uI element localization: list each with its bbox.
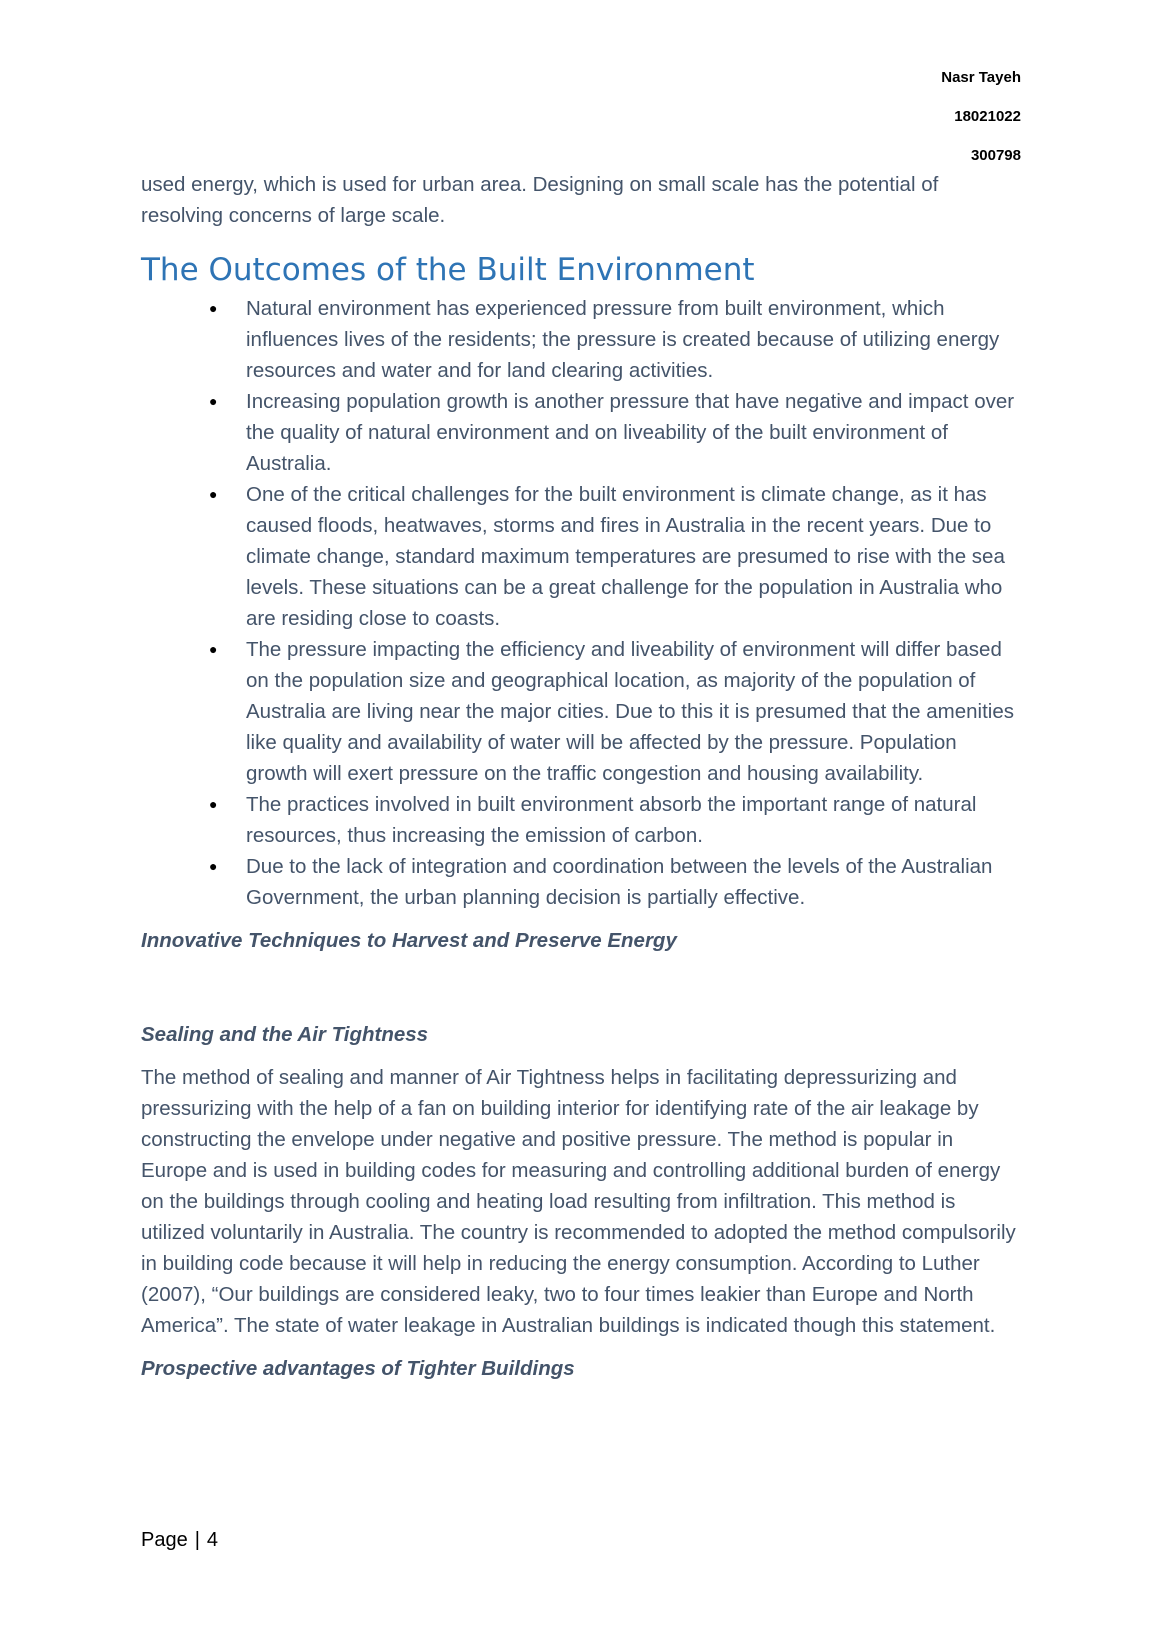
page-footer [141,1529,218,1552]
section-heading: The Outcomes of the Built Environment [141,252,755,288]
page-number: 4 [206,1529,219,1551]
list-item: ● The pressure impacting the efficiency and liveability of environment will differ based on the population size and geographical location, as majority of the population of Australia are living near the major cities. Due to this it is presumed that the amenities like quality and availability of water will be affected by the pressure. Population growth will exert pressure on the traffic congestion and housing availability. [246,634,1021,789]
list-item: ● One of the critical challenges for the built environment is climate change, as it has caused floods, heatwaves, storms and fires in Australia in the recent years. Due to climate change, standard maximum temperatures are presumed to rise with the sea levels. These situations can be a great challenge for the population in Australia who are residing close to coasts. [246,479,1021,634]
subheading-innovative-techniques: Innovative Techniques to Harvest and Preserve Energy [141,929,677,952]
page-header [941,68,1021,185]
list-item: ● Increasing population growth is another pressure that have negative and impact over the quality of natural environment and on liveability of the built environment of Australia. [246,386,1021,479]
outcomes-list [141,293,1021,913]
subheading-sealing: Sealing and the Air Tightness [141,1023,429,1046]
page-label: Page [141,1529,188,1551]
author-name: Nasr Tayeh [941,69,1021,86]
page-separator: | [194,1529,200,1551]
sealing-paragraph: The method of sealing and manner of Air Tightness helps in facilitating depressurizing and pressurizing with the help of a fan on building interior for identifying rate of the air leakage by constructing the envelope under negative and positive pressure. The method is popular in Europe and is used in building codes for measuring and controlling additional burden of energy on the buildings through cooling and heating load resulting from infiltration. This method is utilized voluntarily in Australia. The country is recommended to adopted the method compulsorily in building code because it will help in reducing the energy consumption. According to Luther (2007), “Our buildings are considered leaky, two to four times leakier than Europe and North America”. The state of water leakage in Australian buildings is indicated though this statement. [141,1066,1016,1337]
list-item: ● The practices involved in built environment absorb the important range of natural resources, thus increasing the emission of carbon. [246,789,1021,851]
list-item: ● Natural environment has experienced pressure from built environment, which influences lives of the residents; the pressure is created because of utilizing energy resources and water and for land clearing activities. [246,293,1021,386]
student-id: 18021022 [954,108,1021,125]
intro-paragraph: used energy, which is used for urban area. Designing on small scale has the potential of resolving concerns of large scale. [141,173,939,227]
subheading-tighter-buildings: Prospective advantages of Tighter Buildings [141,1357,575,1380]
course-id: 300798 [970,147,1021,164]
document-body [141,169,1021,1384]
list-item: ● Due to the lack of integration and coordination between the levels of the Australian Government, the urban planning decision is partially effective. [246,851,1021,913]
